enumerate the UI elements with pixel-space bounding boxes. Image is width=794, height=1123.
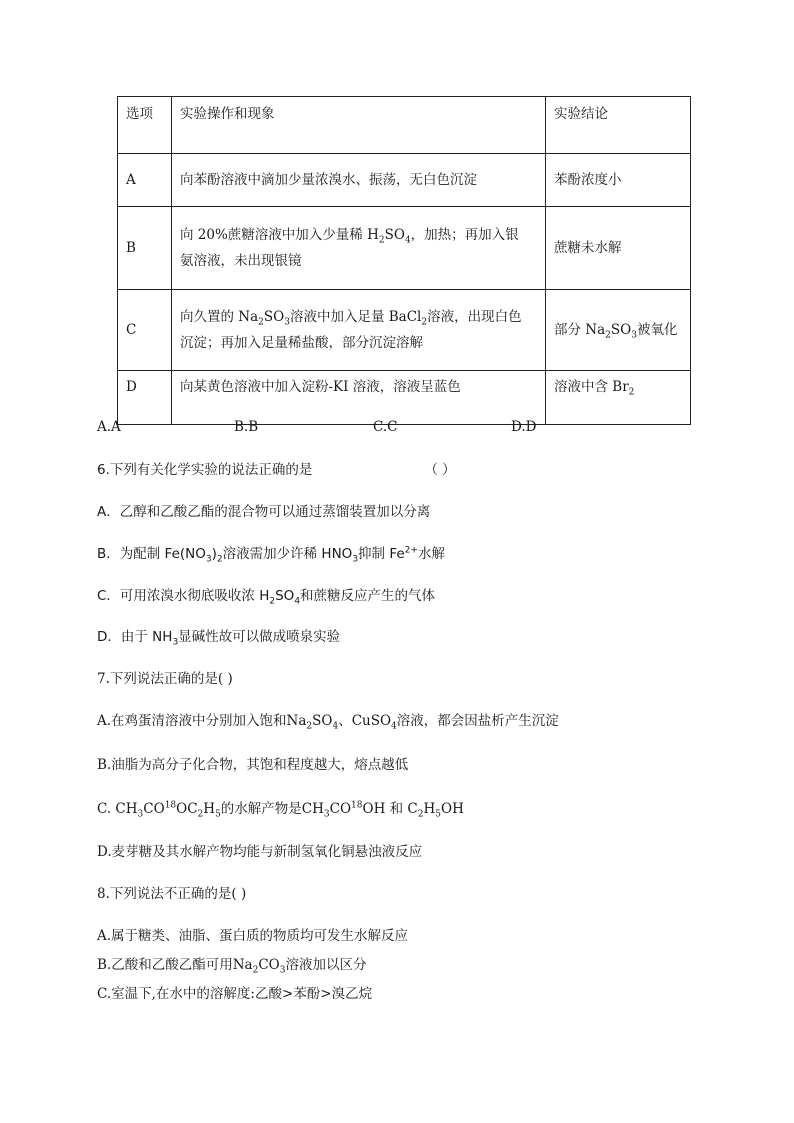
row-option: A: [118, 154, 172, 207]
q5-option-d: D.D: [511, 419, 537, 435]
row-operation: 向 20%蔗糖溶液中加入少量稀 $H_2SO_4$，加热；再加入银 氨溶液，未出现银镜: [172, 207, 546, 290]
experiment-table: [117, 96, 691, 425]
table-row: [118, 207, 691, 290]
row-option: D: [118, 371, 172, 425]
table-header-row: [118, 97, 691, 154]
q6-option-a: A．乙醇和乙酸乙酯的混合物可以通过蒸馏装置加以分离: [97, 504, 431, 520]
table-row: [118, 290, 691, 371]
q7-option-d: D.麦芽糖及其水解产物均能与新制氢氧化铜悬浊液反应: [97, 844, 423, 860]
row-conclusion: 部分 $Na_2SO_3$被氧化: [546, 290, 691, 371]
q7-option-c: C. $CH_3CO^{18}OC_2H_5$的水解产物是$CH_3CO^{18}OH$ 和 $C_2H_5OH$: [97, 800, 464, 820]
q6-stem: 6.下列有关化学实验的说法正确的是 （ ）: [97, 462, 456, 478]
table-row: [118, 154, 691, 207]
row-option: C: [118, 290, 172, 371]
row-operation: 向苯酚溶液中滴加少量浓溴水、振荡，无白色沉淀: [172, 154, 546, 207]
row-operation: 向某黄色溶液中加入淀粉-KI 溶液，溶液呈蓝色: [172, 371, 546, 425]
q5-option-b: B.B: [234, 419, 259, 435]
q6-option-b: B．为配制 $Fe(NO_3)_2$溶液需加少许稀 $HNO_3$抑制 $Fe^{2+}$水解: [97, 545, 445, 565]
row-conclusion: 蔗糖未水解: [546, 207, 691, 290]
q7-option-b: B.油脂为高分子化合物，其饱和程度越大，熔点越低: [97, 757, 409, 773]
q8-stem: 8.下列说法不正确的是( ): [97, 886, 247, 902]
q8-option-a: A.属于糖类、油脂、蛋白质的物质均可发生水解反应: [97, 928, 409, 944]
q8-option-b: B.乙酸和乙酸乙酯可用$Na_2CO_3$溶液加以区分: [97, 957, 367, 976]
q7-option-a: A.在鸡蛋清溶液中分别加入饱和$Na_2SO_4$、CuSO$_4$溶液，都会因盐析产生沉淀: [97, 713, 559, 732]
header-option: 选项: [118, 97, 172, 154]
q5-option-a: A.A: [97, 419, 121, 435]
row-option: B: [118, 207, 172, 290]
row-conclusion: 苯酚浓度小: [546, 154, 691, 207]
q6-option-c: C．可用浓溴水彻底吸收浓 $H_2SO_4$和蔗糖反应产生的气体: [97, 588, 436, 607]
answer-bracket: （ ）: [424, 462, 456, 478]
q5-options: [97, 419, 536, 435]
q6-option-d: D．由于 $NH_3$显碱性故可以做成喷泉实验: [97, 629, 341, 648]
q5-option-c: C.C: [373, 419, 398, 435]
header-conclusion: 实验结论: [546, 97, 691, 154]
table-row: [118, 371, 691, 425]
header-operation: 实验操作和现象: [172, 97, 546, 154]
q8-option-c: C.室温下,在水中的溶解度:乙酸>苯酚>溴乙烷: [97, 986, 373, 1002]
q7-stem: 7.下列说法正确的是( ): [97, 671, 233, 687]
row-operation: 向久置的 $Na_2SO_3$溶液中加入足量 BaCl$_2$溶液，出现白色 沉淀；再加入足量稀盐酸，部分沉淀溶解: [172, 290, 546, 371]
row-conclusion: 溶液中含 $Br_2$: [546, 371, 691, 425]
